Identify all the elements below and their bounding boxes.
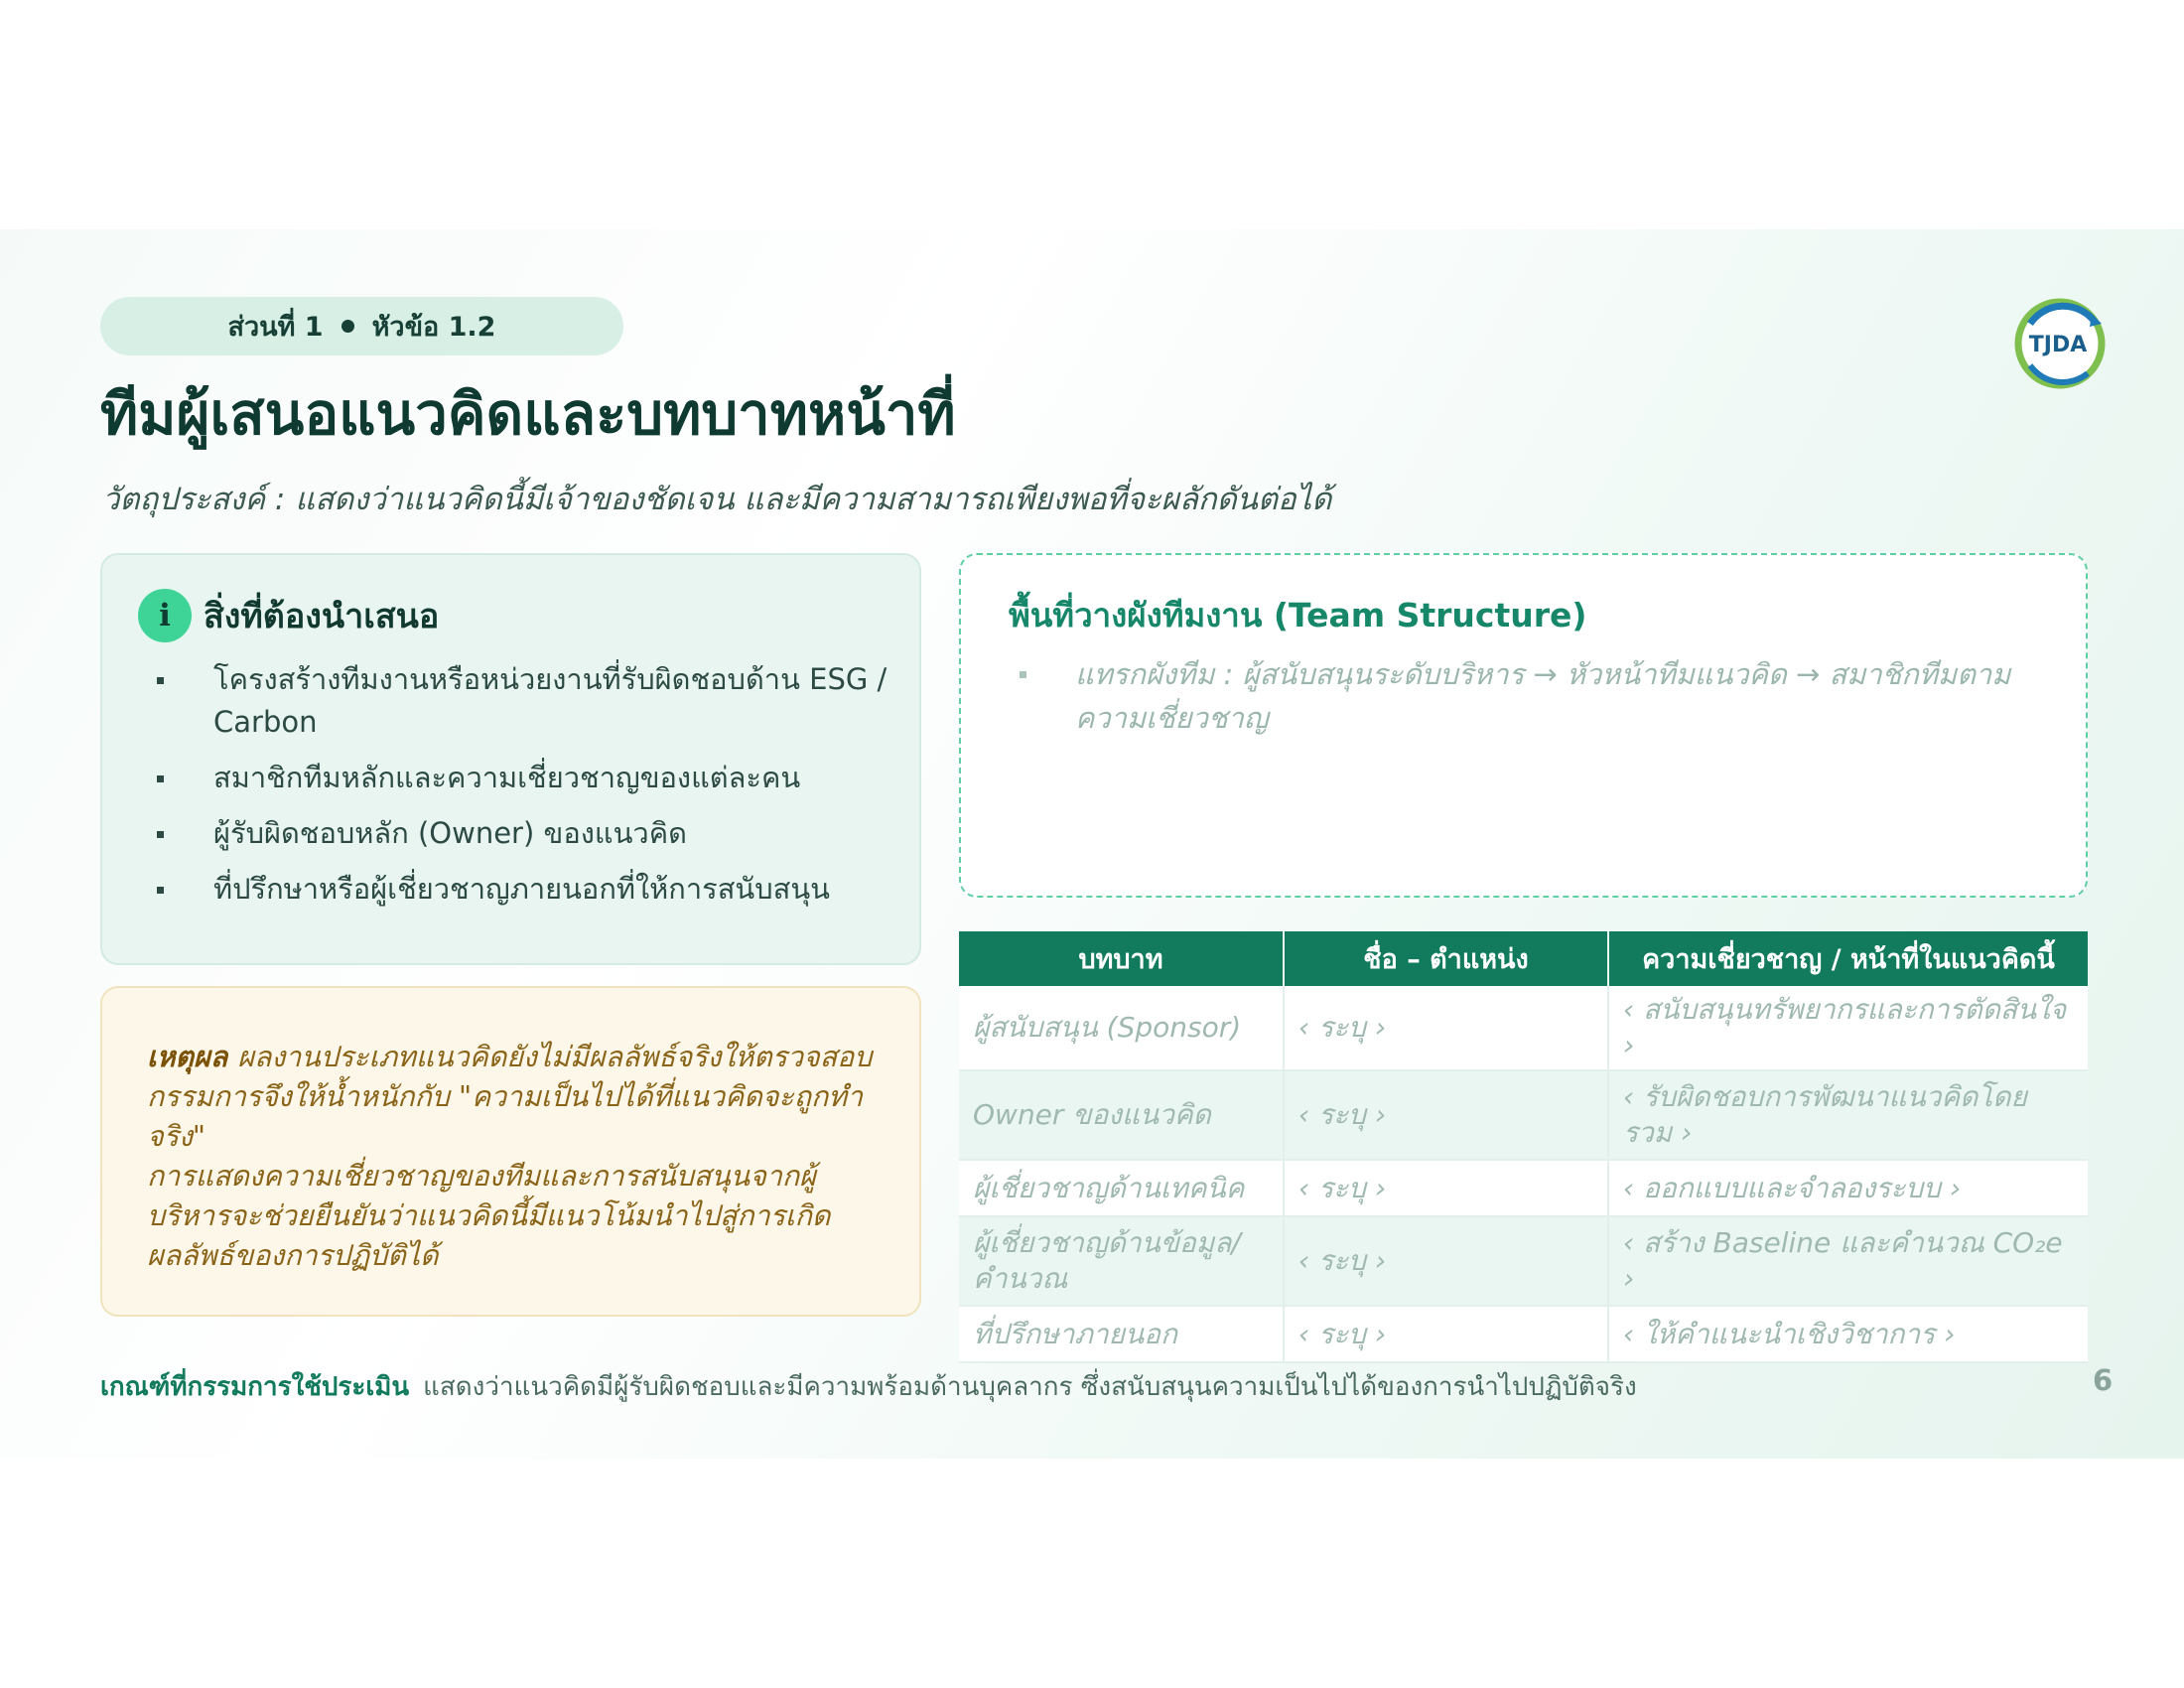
topic-label: หัวข้อ 1.2 bbox=[371, 312, 496, 343]
reason-text-1: ผลงานประเภทแนวคิดยังไม่มีผลลัพธ์จริงให้ตรวจสอบ กรรมการจึงให้น้ำหนักกับ "ความเป็นไปได้ที่แนวคิดจะถูกทำจริง" bbox=[147, 1041, 873, 1153]
table-header-row bbox=[959, 931, 2088, 986]
table-row bbox=[959, 1216, 2088, 1306]
page-number: 6 bbox=[2093, 1363, 2114, 1397]
column-header-role: บทบาท bbox=[959, 931, 1284, 986]
reason-label: เหตุผล bbox=[147, 1041, 228, 1073]
present-card bbox=[100, 553, 921, 965]
column-header-name: ชื่อ – ตำแหน่ง bbox=[1284, 931, 1608, 986]
present-list bbox=[150, 658, 904, 923]
table-cell: ผู้เชี่ยวชาญด้านเทคนิค bbox=[959, 1160, 1284, 1216]
table-cell: ‹ สนับสนุนทรัพยากรและการตัดสินใจ › bbox=[1608, 986, 2088, 1070]
table-cell: Owner ของแนวคิด bbox=[959, 1070, 1284, 1160]
table-cell: ‹ ให้คำแนะนำเชิงวิชาการ › bbox=[1608, 1306, 2088, 1362]
logo-text: TJDA bbox=[2028, 333, 2088, 357]
table-cell: ‹ ระบุ › bbox=[1284, 1160, 1608, 1216]
page-subtitle: วัตถุประสงค์ : แสดงว่าแนวคิดนี้มีเจ้าของชัดเจน และมีความสามารถเพียงพอที่จะผลักดันต่อได้ bbox=[102, 482, 1332, 517]
list-item: โครงสร้างทีมงานหรือหน่วยงานที่รับผิดชอบด้าน ESG / Carbon bbox=[150, 658, 904, 744]
table-cell: ‹ ระบุ › bbox=[1284, 1070, 1608, 1160]
table-cell: ‹ สร้าง Baseline และคำนวณ CO₂e › bbox=[1608, 1216, 2088, 1306]
footer bbox=[100, 1366, 1986, 1407]
list-item: ผู้รับผิดชอบหลัก (Owner) ของแนวคิด bbox=[150, 812, 904, 855]
team-note: แทรกผังทีม : ผู้สนับสนุนระดับบริหาร → หัวหน้าทีมแนวคิด → สมาชิกทีมตามความเชี่ยวชาญ bbox=[1011, 652, 2053, 740]
footer-text: แสดงว่าแนวคิดมีผู้รับผิดชอบและมีความพร้อมด้านบุคลากร ซึ่งสนับสนุนความเป็นไปได้ของการนำไปปฏิบัติจริง bbox=[423, 1372, 1637, 1402]
team-title: พื้นที่วางผังทีมงาน (Team Structure) bbox=[1009, 596, 1587, 634]
team-structure-placeholder bbox=[959, 553, 2088, 898]
table-row bbox=[959, 1070, 2088, 1160]
table-cell: ‹ ระบุ › bbox=[1284, 1216, 1608, 1306]
table-cell: ‹ ระบุ › bbox=[1284, 1306, 1608, 1362]
roles-table bbox=[959, 931, 2088, 1363]
table-cell: ที่ปรึกษาภายนอก bbox=[959, 1306, 1284, 1362]
reason-card bbox=[100, 986, 921, 1317]
table-cell: ‹ รับผิดชอบการพัฒนาแนวคิดโดยรวม › bbox=[1608, 1070, 2088, 1160]
column-header-expertise: ความเชี่ยวชาญ / หน้าที่ในแนวคิดนี้ bbox=[1608, 931, 2088, 986]
table-row bbox=[959, 986, 2088, 1070]
table-cell: ‹ ระบุ › bbox=[1284, 986, 1608, 1070]
table-cell: ผู้สนับสนุน (Sponsor) bbox=[959, 986, 1284, 1070]
tjda-logo bbox=[2010, 294, 2110, 393]
table-row bbox=[959, 1160, 2088, 1216]
table-row bbox=[959, 1306, 2088, 1362]
page-title: ทีมผู้เสนอแนวคิดและบทบาทหน้าที่ bbox=[100, 380, 956, 448]
present-header bbox=[138, 589, 439, 642]
list-item: สมาชิกทีมหลักและความเชี่ยวชาญของแต่ละคน bbox=[150, 757, 904, 799]
section-badge bbox=[100, 297, 623, 355]
list-item: ที่ปรึกษาหรือผู้เชี่ยวชาญภายนอกที่ให้การสนับสนุน bbox=[150, 868, 904, 911]
reason-paragraph-2: การแสดงความเชี่ยวชาญของทีมและการสนับสนุนจากผู้บริหารจะช่วยยืนยันว่าแนวคิดนี้มีแนวโน้มนำไปสู่การเกิดผลลัพธ์ของการปฏิบัติได้ bbox=[147, 1160, 831, 1272]
info-icon: i bbox=[138, 589, 192, 642]
reason-paragraph-1 bbox=[147, 1038, 878, 1157]
section-label: ส่วนที่ 1 bbox=[227, 312, 324, 343]
bullet-dot-icon bbox=[341, 320, 354, 333]
present-title: สิ่งที่ต้องนำเสนอ bbox=[204, 597, 440, 636]
slide bbox=[0, 229, 2184, 1459]
table-cell: ‹ ออกแบบและจำลองระบบ › bbox=[1608, 1160, 2088, 1216]
footer-label: เกณฑ์ที่กรรมการใช้ประเมิน bbox=[100, 1372, 410, 1402]
table-cell: ผู้เชี่ยวชาญด้านข้อมูล/คำนวณ bbox=[959, 1216, 1284, 1306]
